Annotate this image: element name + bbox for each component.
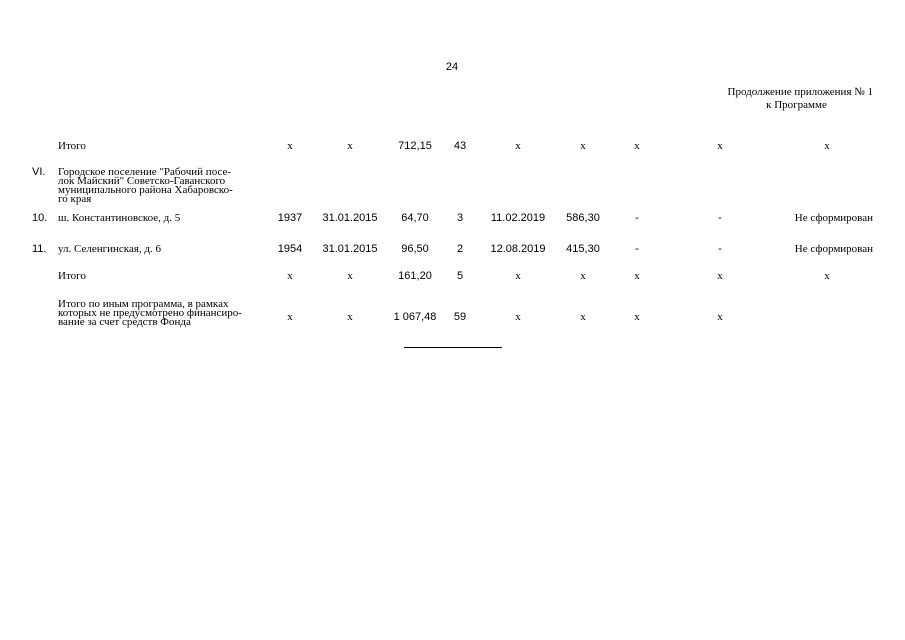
cell-value: 415,30 (566, 243, 600, 255)
cell-col-8: х (717, 311, 723, 323)
cell-col-9: х (824, 270, 830, 282)
footer-rule (404, 347, 502, 348)
section-title-line: муниципального района Хабаровско- (58, 184, 233, 196)
grand-total-line: которых не предусмотрено финансиро- (58, 307, 242, 319)
grand-total-label (58, 300, 242, 327)
row-name: Итого (58, 270, 86, 282)
cell-col-7: х (634, 311, 640, 323)
grand-total-line: вание за счет средств Фонда (58, 316, 191, 328)
cell-area: 161,20 (398, 270, 432, 282)
cell-col-7: - (635, 243, 639, 255)
appendix-caption (680, 86, 873, 112)
cell-date-2: 12.08.2019 (490, 243, 546, 255)
cell-year: 1937 (277, 212, 303, 224)
cell-area: 96,50 (401, 243, 429, 255)
cell-col-7: х (634, 270, 640, 282)
row-address: ш. Константиновское, д. 5 (58, 212, 181, 224)
cell-value: 586,30 (566, 212, 600, 224)
row-address: ул. Селенгинская, д. 6 (58, 243, 162, 255)
cell-date-2: х (515, 270, 521, 282)
cell-date-2: 11.02.2019 (490, 212, 546, 224)
cell-value: х (580, 311, 586, 323)
section-title-line: го края (58, 193, 92, 205)
cell-date: 31.01.2015 (322, 243, 378, 255)
row-number: 10. (32, 212, 48, 224)
grand-total-line: Итого по иным программа, в рамках (58, 298, 229, 310)
cell-year: х (287, 270, 293, 282)
cell-date: х (347, 270, 353, 282)
cell-col-8: х (717, 270, 723, 282)
cell-col-9: Не сформирован (794, 243, 873, 255)
cell-col-7: - (635, 212, 639, 224)
row-name: Итого (58, 140, 86, 152)
cell-year: х (287, 311, 293, 323)
cell-area: 1 067,48 (393, 311, 437, 323)
cell-col-8: х (717, 140, 723, 152)
cell-col-9: х (824, 140, 830, 152)
section-title-line: лок Майский" Советско-Гаванского (58, 175, 226, 187)
cell-count: 3 (456, 212, 464, 224)
cell-count: 43 (453, 140, 467, 152)
cell-value: х (580, 140, 586, 152)
section-number: VI. (32, 166, 46, 178)
cell-col-8: - (718, 243, 722, 255)
section-title-line: Городское поселение "Рабочий посе- (58, 166, 232, 178)
cell-col-7: х (634, 140, 640, 152)
appendix-line-2: к Программе (766, 99, 827, 111)
cell-count: 2 (456, 243, 464, 255)
cell-col-9: Не сформирован (794, 212, 873, 224)
cell-area: 64,70 (401, 212, 429, 224)
cell-col-8: - (718, 212, 722, 224)
appendix-line-1: Продолжение приложения № 1 (727, 86, 873, 98)
cell-count: 59 (453, 311, 467, 323)
cell-count: 5 (456, 270, 464, 282)
row-number: 11. (32, 243, 47, 255)
cell-area: 712,15 (398, 140, 432, 152)
cell-date: х (347, 140, 353, 152)
cell-date: 31.01.2015 (322, 212, 378, 224)
cell-date: х (347, 311, 353, 323)
cell-year: 1954 (277, 243, 303, 255)
cell-value: х (580, 270, 586, 282)
cell-date-2: х (515, 311, 521, 323)
page-number: 24 (445, 61, 459, 73)
cell-year: х (287, 140, 293, 152)
cell-date-2: х (515, 140, 521, 152)
section-title (58, 168, 233, 204)
